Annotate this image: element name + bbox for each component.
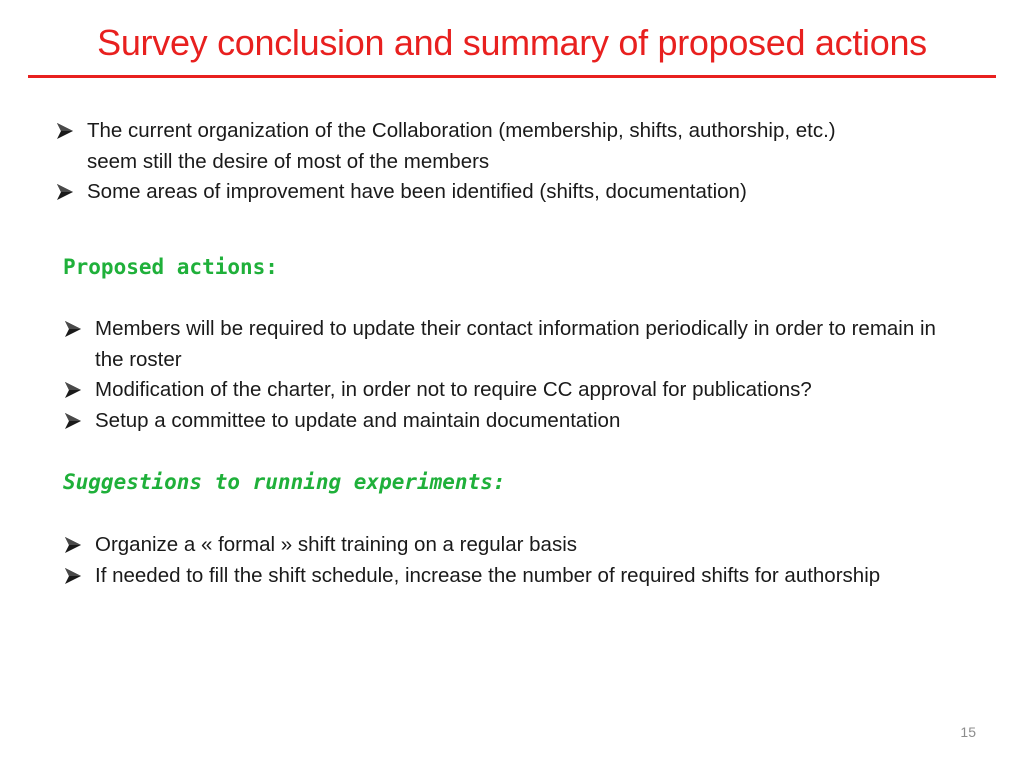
intro-bullet-list xyxy=(55,116,875,208)
bullet-text: The current organization of the Collaboration (membership, shifts, authorship, etc.) seem still the desire of most of the members xyxy=(87,119,836,173)
bullet-text: Members will be required to update their contact information periodically in order to remain in the roster xyxy=(95,317,936,371)
list-item xyxy=(63,406,963,437)
slide-title: Survey conclusion and summary of proposed actions xyxy=(97,22,927,63)
list-item xyxy=(63,314,963,375)
suggestions-heading: Suggestions to running experiments: xyxy=(63,470,506,494)
arrowhead-bullet-icon xyxy=(63,314,87,344)
title-divider xyxy=(28,75,996,78)
bullet-text: Some areas of improvement have been identified (shifts, documentation) xyxy=(87,180,747,203)
arrowhead-bullet-icon xyxy=(63,406,87,436)
arrowhead-bullet-icon xyxy=(55,177,79,207)
bullet-text: Modification of the charter, in order not to require CC approval for publications? xyxy=(95,378,812,401)
list-item xyxy=(55,116,875,177)
page-number: 15 xyxy=(960,724,976,740)
bullet-text: If needed to fill the shift schedule, increase the number of required shifts for authorship xyxy=(95,563,881,587)
suggestions-list xyxy=(63,530,963,591)
arrowhead-bullet-icon xyxy=(55,116,79,146)
proposed-actions-list xyxy=(63,314,963,436)
list-item xyxy=(63,530,963,561)
arrowhead-bullet-icon xyxy=(63,561,87,591)
list-item xyxy=(55,177,875,208)
proposed-actions-heading: Proposed actions: xyxy=(63,255,278,279)
bullet-text: Setup a committee to update and maintain documentation xyxy=(95,408,621,432)
arrowhead-bullet-icon xyxy=(63,530,87,560)
list-item xyxy=(63,375,963,406)
bullet-text: Organize a « formal » shift training on a regular basis xyxy=(95,533,578,556)
list-item xyxy=(63,561,963,592)
arrowhead-bullet-icon xyxy=(63,375,87,405)
